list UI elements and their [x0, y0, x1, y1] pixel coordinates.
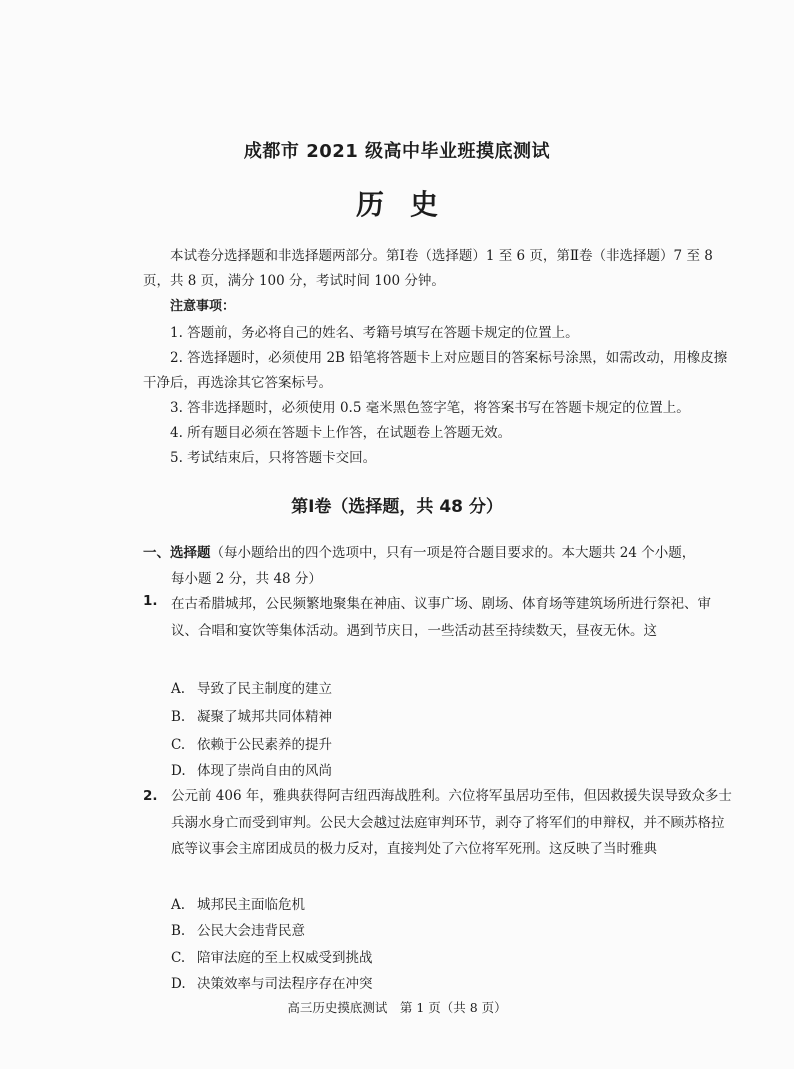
question-number: 2.: [143, 788, 158, 804]
option-b: [171, 919, 305, 939]
instruction-text-2: 每小题 2 分，共 48 分）: [171, 571, 322, 587]
intro-paragraph: 本试卷分选择题和非选择题两部分。第Ⅰ卷（选择题）1 至 6 页，第Ⅱ卷（非选择题）7 至 8 页，共 8 页，满分 100 分，考试时间 100 分钟。: [143, 248, 713, 289]
option-text: 体现了崇尚自由的风尚: [197, 763, 332, 779]
option-b: [171, 705, 332, 725]
option-label: A.: [171, 681, 186, 697]
section-title: 第Ⅰ卷（选择题，共 48 分）: [291, 497, 503, 517]
exam-title: 成都市 2021 级高中毕业班摸底测试: [243, 141, 551, 162]
option-label: D.: [171, 976, 186, 992]
option-text: 城邦民主面临危机: [197, 897, 305, 913]
option-text: 公民大会违背民意: [197, 923, 305, 939]
option-label: A.: [171, 897, 186, 913]
option-c: [171, 733, 332, 753]
option-label: B.: [171, 923, 186, 939]
notice-item: 2. 答选择题时，必须使用 2B 铅笔将答题卡上对应题目的答案标号涂黑，如需改动，用橡皮擦干净后，再选涂其它答案标号。: [143, 350, 728, 391]
option-text: 导致了民主制度的建立: [197, 681, 332, 697]
option-text: 陪审法庭的至上权威受到挑战: [197, 950, 373, 966]
option-text: 依赖于公民素养的提升: [197, 737, 332, 753]
question-stem: 在古希腊城邦，公民频繁地聚集在神庙、议事广场、剧场、体育场等建筑场所进行祭祀、审议、合唱和宴饮等集体活动。遇到节庆日，一些活动甚至持续数天，昼夜无休。这: [171, 596, 711, 639]
option-label: C.: [171, 737, 186, 753]
option-d: [171, 759, 332, 779]
section-instruction: [143, 540, 733, 592]
instruction-text: （每小题给出的四个选项中，只有一项是符合题目要求的。本大题共 24 个小题，: [210, 545, 696, 561]
option-label: C.: [171, 950, 186, 966]
page-footer: 高三历史摸底测试 第 1 页（共 8 页）: [287, 1000, 507, 1015]
option-text: 决策效率与司法程序存在冲突: [197, 976, 373, 992]
notice-item: 5. 考试结束后，只将答题卡交回。: [170, 450, 377, 466]
notice-heading: 注意事项：: [170, 299, 236, 314]
subject-title: 历史: [355, 188, 464, 221]
question-stem: 公元前 406 年，雅典获得阿吉纽西海战胜利。六位将军虽居功至伟，但因救援失误导致众多士兵溺水身亡而受到审判。公民大会越过法庭审判环节，剥夺了将军们的申辩权，并不顾苏格拉底等议事会主席团成员的极力反对，直接判处了六位将军死刑。这反映了当时雅典: [171, 788, 732, 857]
question-number: 1.: [143, 593, 158, 609]
notice-item: 3. 答非选择题时，必须使用 0.5 毫米黑色签字笔，将答案书写在答题卡规定的位置上。: [170, 400, 690, 416]
option-c: [171, 946, 373, 966]
option-label: B.: [171, 709, 186, 725]
notice-item: 4. 所有题目必须在答题卡上作答，在试题卷上答题无效。: [170, 425, 512, 441]
option-text: 凝聚了城邦共同体精神: [197, 709, 332, 725]
option-d: [171, 972, 373, 992]
option-a: [171, 677, 332, 697]
option-a: [171, 893, 305, 913]
instruction-lead: 一、选择题: [143, 545, 211, 561]
option-label: D.: [171, 763, 186, 779]
notice-item: 1. 答题前，务必将自己的姓名、考籍号填写在答题卡规定的位置上。: [170, 325, 579, 341]
